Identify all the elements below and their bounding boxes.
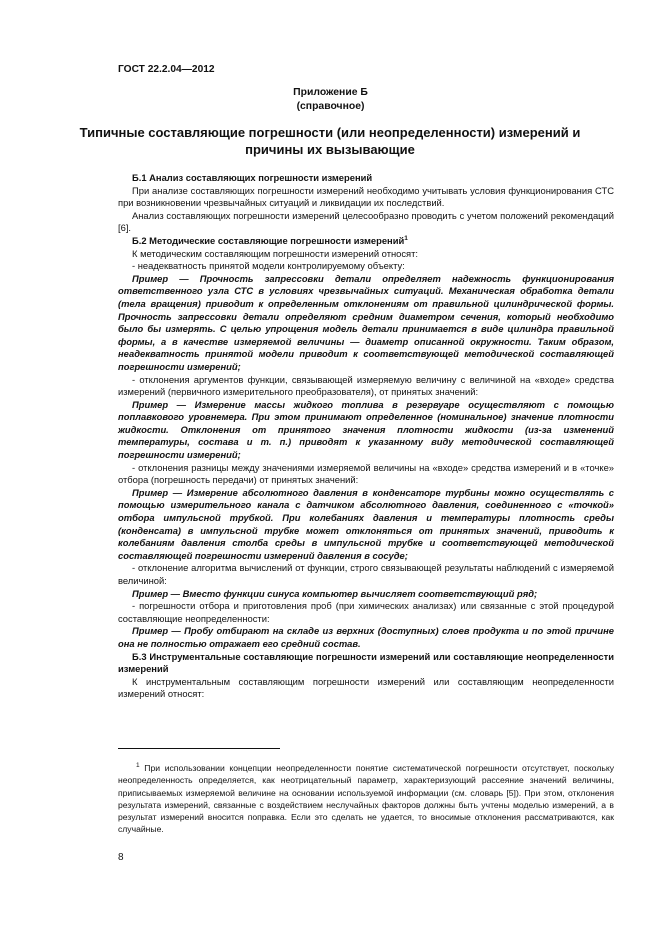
section-b2-heading bbox=[118, 235, 614, 248]
footnote-divider bbox=[118, 748, 280, 749]
section-b2-heading-text: Б.2 Методические составляющие погрешности измерений bbox=[132, 234, 405, 246]
paragraph: К инструментальным составляющим погрешности измерений или составляющим неопределенности измерений относят: bbox=[118, 675, 614, 700]
paragraph: Анализ составляющих погрешности измерений целесообразно проводить с учетом положений рекомендаций [6]. bbox=[118, 209, 614, 234]
page-title: Типичные составляющие погрешности (или неопределенности) измерений и причины их вызывающие bbox=[79, 125, 581, 157]
page-number: 8 bbox=[118, 852, 124, 863]
section-b1-heading: Б.1 Анализ составляющих погрешности измерений bbox=[132, 172, 373, 183]
list-item: - отклонения аргументов функции, связывающей измеряемую величину с величиной на «входе» средства измерений (первичного измерительного преобразователя), от принятых значений: bbox=[118, 373, 614, 398]
paragraph: При анализе составляющих погрешности измерений необходимо учитывать условия функционирования СТС при возникновении чрезвычайных ситуаций и ликвидации их последствий. bbox=[118, 184, 614, 209]
example-paragraph: Пример — Вместо функции синуса компьютер вычисляет соответствующий ряд; bbox=[132, 587, 538, 599]
list-item: - отклонение алгоритма вычислений от функции, строго связывающей результаты наблюдений с измеряемой величиной: bbox=[118, 562, 614, 586]
example-paragraph: Пример — Прочность запрессовки детали определяет надежность функционирования ответственного узла СТС в условиях чрезвычайных ситуаций. Механическая обработка детали (тела вращения) приводит к определенным отклонениям от правильной цилиндрической формы. Прочность запрессовки детали определяют средним диаметром сечения, который необходимо было бы измерять. С целью упрощения модель детали принимается в виде цилиндра правильной формы, а в качестве измеряемой величины — диаметр описанной окружности. Таким образом, неадекватность принятой модели приводит к соответствующей методической составляющей погрешности измерений; bbox=[118, 272, 614, 372]
footnote-marker: 1 bbox=[136, 762, 140, 769]
section-b3-heading: Б.3 Инструментальные составляющие погрешности измерений или составляющие неопределенности измерений bbox=[118, 650, 614, 675]
example-paragraph: Пример — Измерение массы жидкого топлива в резервуаре осуществляют с помощью поплавкового уровнемера. При этом принимают определенное (номинальное) значение плотности жидкости. Отклонения от принятого значения плотности жидкости (из-за изменений температуры, состава и т. п.) приводят к указанному виду методической составляющей погрешности измерений; bbox=[118, 398, 614, 461]
list-item: - отклонения разницы между значениями измеряемой величины на «входе» средства измерений и в «точке» отбора (погрешность передачи) от принятых значений: bbox=[118, 461, 614, 486]
footnote bbox=[118, 762, 614, 836]
footnote-text: При использовании концепции неопределенности понятие систематической погрешности отсутствует, поскольку неопределенность определяется, как неотрицательный параметр, характеризующий рассеяние значений величины, приписываемых измеряемой величине на основании используемой информации (см. словарь [5]). При этом, отклонения результата измерений, связанные с воздействием неслучайных факторов должны быть учтены моделью измерений, а в результат измерений вносится поправка. Если это сделать не удается, то вносимые отклонения рассматриваются, как случайные. bbox=[118, 763, 615, 835]
list-item: - неадекватность принятой модели контролируемому объекту: bbox=[132, 260, 405, 272]
footnote-ref: 1 bbox=[404, 234, 408, 242]
document-body bbox=[118, 172, 614, 701]
example-paragraph: Пример — Пробу отбирают на складе из верхних (доступных) слоев продукта и по этой причине она не полностью отражает его средний состав. bbox=[118, 625, 614, 649]
annex-type: (справочное) bbox=[296, 101, 365, 112]
example-paragraph: Пример — Измерение абсолютного давления в конденсаторе турбины можно осуществлять с помощью измерительного канала с датчиком абсолютного давления, соединенного с «точкой» отбора импульсной трубкой. При колебаниях давления и температуры плотность среды (конденсата) в импульсной трубке может отклоняться от принятых значений, приводить к колебаниям давления столба среды в импульсной трубке и соответствующей методической составляющей погрешности измерений давления в сосуде; bbox=[118, 486, 614, 561]
document-code: ГОСТ 22.2.04—2012 bbox=[118, 64, 215, 75]
list-item: - погрешности отбора и приготовления проб (при химических анализах) или связанные с этой процедурой составляющие неопределенности: bbox=[118, 600, 614, 624]
annex-label: Приложение Б bbox=[293, 87, 368, 98]
paragraph: К методическим составляющим погрешности измерений относят: bbox=[132, 247, 419, 259]
